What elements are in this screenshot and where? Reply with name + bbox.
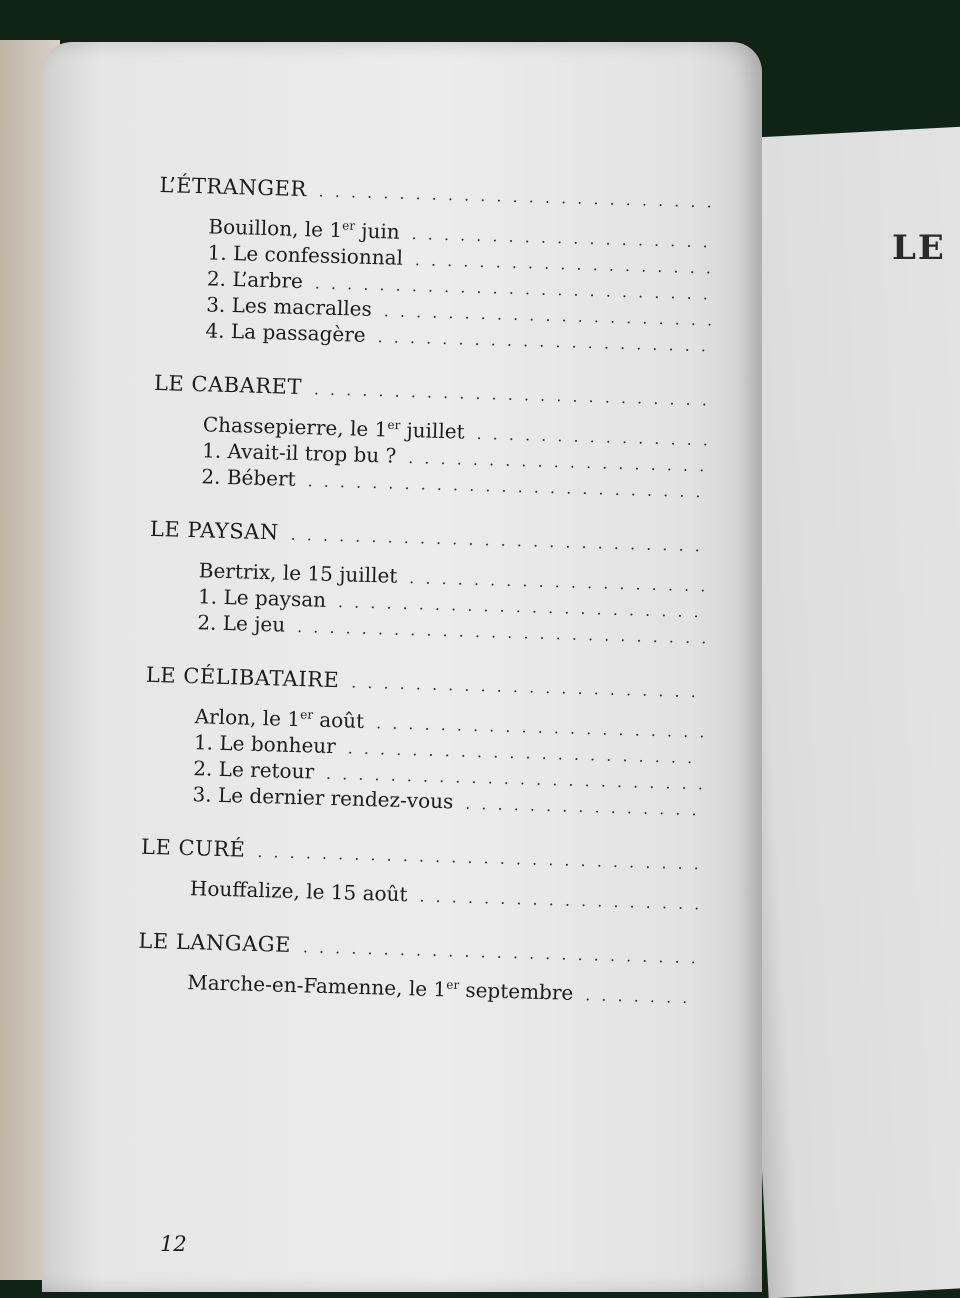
ordinal-superscript: er: [342, 218, 356, 233]
toc-section: [142, 660, 706, 822]
entry-text: 3. Le dernier rendez-vous: [192, 782, 454, 814]
entry-text-suffix: septembre: [458, 977, 574, 1005]
dot-leader: [419, 884, 700, 918]
toc-section-heading: [154, 368, 715, 414]
entry-title: [205, 317, 366, 347]
dot-leader: [465, 791, 703, 824]
entry-text-suffix: août: [312, 707, 365, 733]
toc-section-heading: [150, 514, 711, 560]
entry-text: 2. Le jeu: [197, 610, 286, 637]
entry-text-suffix: juillet: [399, 417, 466, 444]
toc-section: [137, 926, 699, 1010]
toc-section-heading: [141, 832, 702, 878]
dot-leader: [351, 668, 706, 708]
page-number: 12: [160, 1232, 187, 1256]
entry-text: 1. Le bonheur: [193, 730, 337, 759]
dot-leader: [257, 837, 701, 879]
toc-section: [140, 832, 702, 916]
table-of-contents: [136, 170, 720, 1035]
dot-leader: [313, 374, 714, 415]
entry-text-suffix: juin: [354, 218, 401, 244]
toc-section: [147, 514, 710, 650]
right-page-title: LE: [892, 228, 946, 268]
entry-text: 2. L’arbre: [206, 266, 304, 294]
entry-text: Arlon, le 1: [194, 704, 301, 732]
entry-title: [190, 875, 408, 907]
entry-text: Marche-en-Famenne, le 1: [187, 970, 447, 1002]
entry-title: [194, 729, 336, 759]
ordinal-superscript: er: [446, 977, 460, 993]
entry-title: [198, 583, 327, 613]
toc-section-heading: [145, 660, 706, 706]
section-title: LE LANGAGE: [138, 928, 292, 957]
section-title: LE CURÉ: [140, 834, 246, 862]
section-title: L’ÉTRANGER: [159, 172, 308, 202]
toc-section: [155, 170, 720, 358]
dot-leader: [585, 982, 698, 1011]
section-title: LE CABARET: [153, 370, 303, 400]
entry-text: 4. La passagère: [205, 318, 367, 347]
toc-section-heading: [138, 926, 699, 972]
toc-entry: [137, 968, 698, 1010]
entry-title: [201, 463, 296, 492]
entry-text: Houffalize, le 15 août: [189, 876, 408, 907]
entry-text: Bertrix, le 15 juillet: [198, 558, 398, 588]
ordinal-superscript: er: [300, 707, 314, 722]
entry-text: 1. Avait-il trop bu ?: [201, 438, 397, 468]
entry-text: 2. Le retour: [192, 756, 315, 784]
entry-title: [193, 755, 315, 784]
section-title: LE PAYSAN: [149, 516, 280, 545]
dot-leader: [290, 520, 710, 562]
toc-section: [151, 368, 714, 504]
dot-leader: [302, 932, 698, 973]
ordinal-superscript: er: [387, 417, 401, 433]
entry-title: [187, 969, 574, 1006]
entry-title: [207, 265, 304, 294]
entry-text: Chassepierre, le 1: [202, 412, 388, 442]
section-title: LE CÉLIBATAIRE: [145, 662, 340, 693]
entry-text: 1. Le confessionnal: [207, 240, 404, 270]
entry-text: 1. Le paysan: [197, 584, 327, 612]
entry-text: 2. Bébert: [201, 464, 296, 491]
entry-text: 3. Les macralles: [205, 292, 373, 321]
entry-text: Bouillon, le 1: [208, 214, 343, 243]
entry-title: [197, 609, 286, 637]
toc-entry: [140, 874, 701, 916]
